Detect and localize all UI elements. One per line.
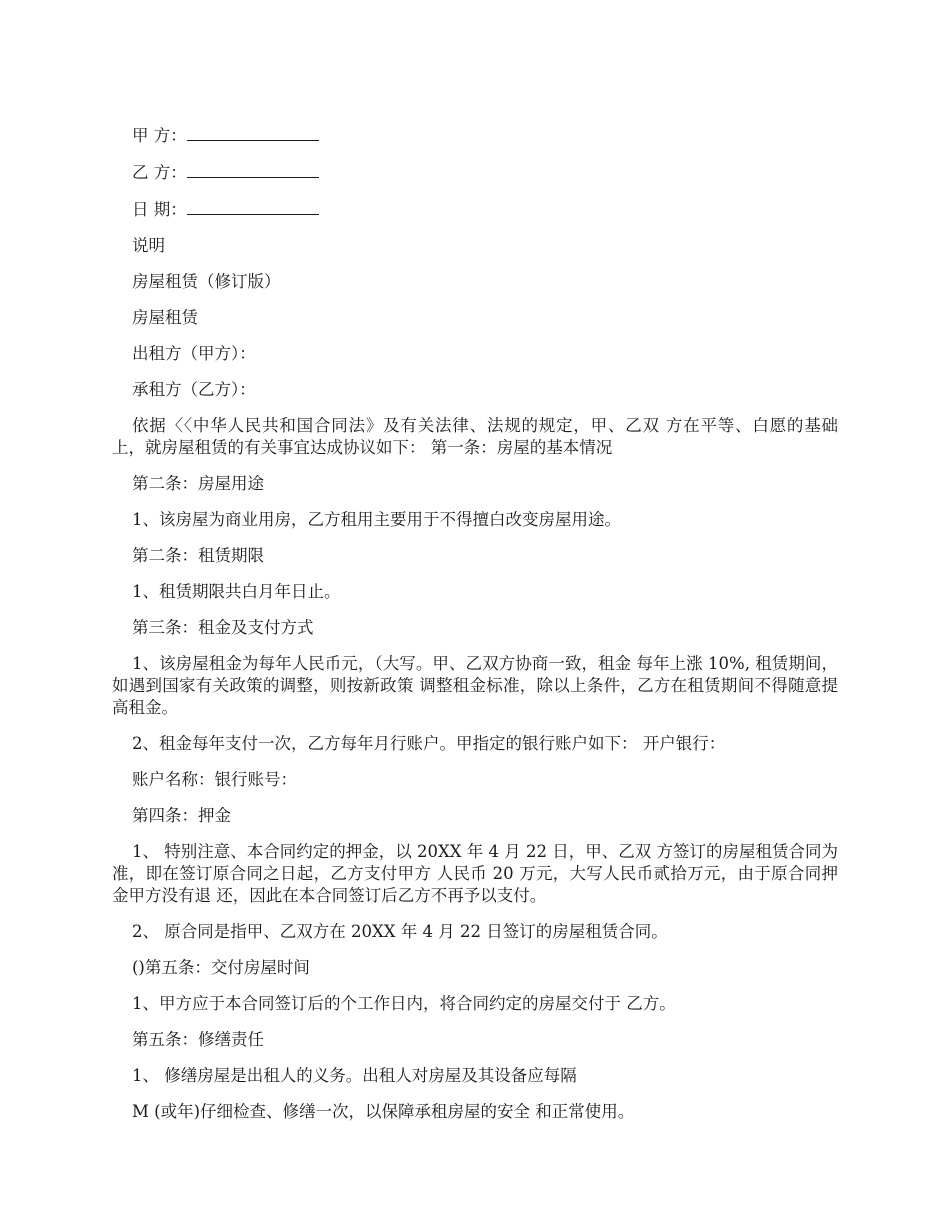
article-repair-clause-1: 1、 修缮房屋是出租人的义务。出租人对房屋及其设备应每隔	[132, 1066, 577, 1085]
article-3-clause-2: 2、租金每年支付一次，乙方每年月行账户。甲指定的银行账户如下： 开户银行：	[132, 734, 726, 753]
date-blank	[187, 198, 319, 215]
party-a-blank	[187, 124, 319, 141]
explanation-heading: 说明	[132, 236, 165, 255]
article-4-heading: 第四条：押金	[132, 806, 231, 825]
document-title-revised: 房屋租赁（修订版）	[132, 272, 281, 291]
lessor-line: 出租方（甲方）：	[132, 344, 256, 363]
bank-account-line: 账户名称：银行账号：	[132, 770, 297, 789]
date-label: 日 期：	[132, 200, 187, 219]
article-2-heading: 第二条：房屋用途	[132, 474, 264, 493]
article-5-clause-1: 1、甲方应于本合同签订后的个工作日内，将合同约定的房屋交付于 乙方。	[132, 994, 676, 1013]
article-term-heading: 第二条：租赁期限	[132, 546, 264, 565]
article-repair-heading: 第五条：修缮责任	[132, 1030, 264, 1049]
party-b-blank	[187, 161, 319, 178]
party-b-label: 乙 方：	[132, 163, 187, 182]
party-b-line	[112, 161, 838, 184]
party-a-label: 甲 方：	[132, 126, 187, 145]
article-3-heading: 第三条：租金及支付方式	[132, 618, 314, 637]
document-page	[112, 124, 838, 1137]
article-5-heading: ()第五条：交付房屋时间	[132, 958, 310, 977]
document-title: 房屋租赁	[132, 308, 198, 327]
preamble-paragraph: 依据〈〈中华人民共和国合同法》及有关法律、法规的规定，甲、乙双 方在平等、白愿的基础上，就房屋租赁的有关事宜达成协议如下： 第一条：房屋的基本情况	[112, 416, 838, 457]
date-line	[112, 198, 838, 221]
article-4-clause-1: 1、 特别注意、本合同约定的押金，以 20XX 年 4 月 22 日，甲、乙双 方签订的房屋租赁合同为准，即在签订原合同之日起，乙方支付甲方 人民币 20 万元，大写人民币贰拾万元，由于原合同押金甲方没有退 还，因此在本合同签订后乙方不再予以支付。	[112, 842, 838, 905]
article-4-clause-2: 2、 原合同是指甲、乙双方在 20XX 年 4 月 22 日签订的房屋租赁合同。	[132, 922, 668, 941]
lessee-line: 承租方（乙方）：	[132, 380, 256, 399]
article-2-clause-1: 1、该房屋为商业用房，乙方租用主要用于不得擅白改变房屋用途。	[132, 510, 621, 529]
article-3-clause-1: 1、该房屋租金为每年人民币元，（大写。甲、乙双方协商一致，租金 每年上涨 10%, 租赁期间，如遇到国家有关政策的调整，则按新政策 调整租金标准，除以上条件，乙方在租赁期间不得随意提高租金。	[112, 654, 838, 717]
article-repair-clause-1-cont: M (或年)仔细检查、修缮一次，以保障承租房屋的安全 和正常使用。	[132, 1102, 635, 1121]
article-term-clause-1: 1、租赁期限共白月年日止。	[132, 582, 341, 601]
party-a-line	[112, 124, 838, 147]
